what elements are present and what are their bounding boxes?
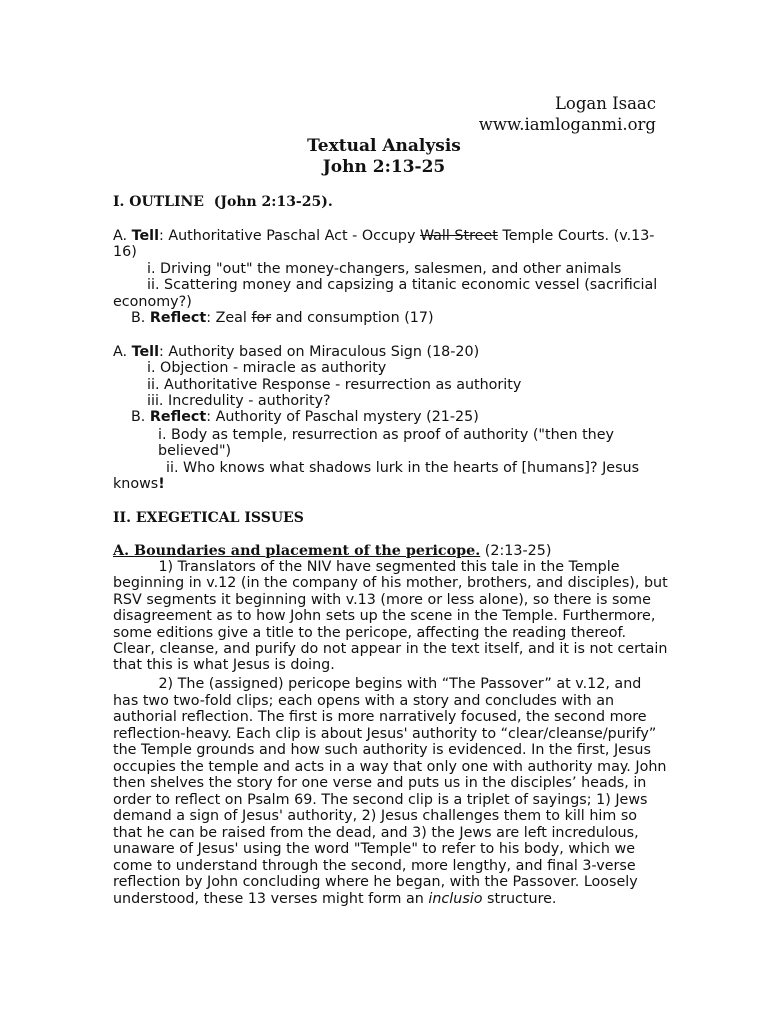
outline-tell-2-word: Tell xyxy=(131,344,159,360)
outline-tell-1 xyxy=(113,228,658,245)
outline-tell-1-text-a: : Authoritative Paschal Act - Occupy xyxy=(158,228,420,244)
outline-item-wrap: economy?) xyxy=(113,294,192,310)
author-website: www.iamloganmi.org xyxy=(478,115,656,134)
outline-tell-2-prefix: A. xyxy=(113,344,132,360)
outline-tell-1-word: Tell xyxy=(131,228,159,244)
outline-tell-1-text-b: Temple Courts. (v.13- xyxy=(497,228,655,244)
outline-subitem-wrap: believed") xyxy=(158,443,232,459)
paragraph-line: occupies the temple and acts in a way that only one with authority may. John xyxy=(113,758,667,775)
outline-subitem: ii. Who knows what shadows lurk in the hearts of [humans]? Jesus xyxy=(166,460,640,476)
outline-reflect-2-text: : Authority of Paschal mystery (21-25) xyxy=(206,409,479,425)
outline-item: i. Driving "out" the money-changers, salesmen, and other animals xyxy=(147,261,622,277)
outline-item: ii. Scattering money and capsizing a titanic economic vessel (sacrificial xyxy=(147,277,658,293)
outline-reflect-1 xyxy=(131,310,676,327)
paragraph-line: Clear, cleanse, and purify do not appear in the text itself, and it is not certain xyxy=(113,641,668,657)
outline-heading: I. OUTLINE (John 2:13-25). xyxy=(113,194,333,210)
struck-text: Wall Street xyxy=(419,228,498,244)
paragraph-line: reflection-heavy. Each clip is about Jesus' authority to “clear/cleanse/purify” xyxy=(113,725,657,742)
paragraph-2-last-line xyxy=(113,891,658,908)
paragraph-line: the Temple grounds and how such authority is evidenced. In the first, Jesus xyxy=(113,742,651,758)
document-title: Textual Analysis xyxy=(307,136,461,156)
paragraph-line: has two two-fold clips; each opens with a story and concludes with an xyxy=(113,692,615,709)
exegetical-heading: II. EXEGETICAL ISSUES xyxy=(113,510,304,526)
outline-subitem-knows: knows xyxy=(113,476,159,492)
outline-tell-1-prefix: A. xyxy=(113,228,132,244)
outline-subitem: i. Body as temple, resurrection as proof of authority ("then they xyxy=(158,427,614,443)
exegetical-subheading-ref: (2:13-25) xyxy=(480,543,552,559)
outline-tell-1-wrap: 16) xyxy=(113,244,137,260)
paragraph-line: beginning in v.12 (in the company of his mother, brothers, and disciples), but xyxy=(113,575,668,592)
outline-item: i. Objection - miracle as authority xyxy=(147,360,387,376)
last-line-text-a: understood, these 13 verses might form an xyxy=(113,891,429,907)
outline-reflect-1-prefix: B. xyxy=(131,310,150,326)
paragraph-line: come to understand through the second, more lengthy, and final 3-verse xyxy=(113,857,636,874)
outline-reflect-1-text-a: : Zeal xyxy=(206,310,252,326)
outline-reflect-1-text-b: and consumption (17) xyxy=(271,310,434,326)
outline-subitem-wrap xyxy=(113,476,658,493)
author-name: Logan Isaac xyxy=(554,94,656,113)
exegetical-subheading-title: A. Boundaries and placement of the pericope. xyxy=(113,543,481,559)
document-subtitle: John 2:13-25 xyxy=(322,157,446,177)
paragraph-line: order to reflect on Psalm 69. The second clip is a triplet of sayings; 1) Jews xyxy=(113,791,648,808)
paragraph-line: some editions give a title to the pericope, affecting the reading thereof. xyxy=(113,624,627,641)
outline-reflect-2 xyxy=(131,409,676,426)
exegetical-subheading xyxy=(113,543,658,560)
outline-reflect-2-word: Reflect xyxy=(149,409,207,425)
last-line-text-b: structure. xyxy=(482,891,557,907)
paragraph-line: demand a sign of Jesus' authority, 2) Jesus challenges them to kill him so xyxy=(113,808,638,824)
paragraph-line: then shelves the story for one verse and puts us in the disciples’ heads, in xyxy=(113,775,647,791)
paragraph-line: disagreement as to how John sets up the scene in the Temple. Furthermore, xyxy=(113,608,656,625)
outline-reflect-1-word: Reflect xyxy=(149,310,207,326)
outline-item: iii. Incredulity - authority? xyxy=(147,393,331,409)
outline-tell-2-text: : Authority based on Miraculous Sign (18-20) xyxy=(158,344,480,360)
outline-tell-2 xyxy=(113,344,658,361)
paragraph-line: 1) Translators of the NIV have segmented this tale in the Temple xyxy=(113,559,620,575)
paragraph-line: reflection by John concluding where he began, with the Passover. Loosely xyxy=(113,874,638,890)
outline-reflect-2-prefix: B. xyxy=(131,409,150,425)
last-line-italic: inclusio xyxy=(428,891,483,907)
paragraph-line: that he can be raised from the dead, and 3) the Jews are left incredulous, xyxy=(113,824,639,841)
paragraph-line: RSV segments it beginning with v.13 (more or less alone), so there is some xyxy=(113,591,651,608)
outline-subitem-bang: ! xyxy=(158,476,165,492)
paragraph-line: unaware of Jesus' using the word "Temple" to refer to his body, which we xyxy=(113,841,635,857)
paragraph-line: that this is what Jesus is doing. xyxy=(113,657,335,674)
paragraph-line: 2) The (assigned) pericope begins with “The Passover” at v.12, and xyxy=(113,676,642,692)
struck-text: for xyxy=(251,310,272,326)
outline-item: ii. Authoritative Response - resurrection as authority xyxy=(147,377,522,393)
paragraph-line: authorial reflection. The first is more narratively focused, the second more xyxy=(113,709,647,725)
